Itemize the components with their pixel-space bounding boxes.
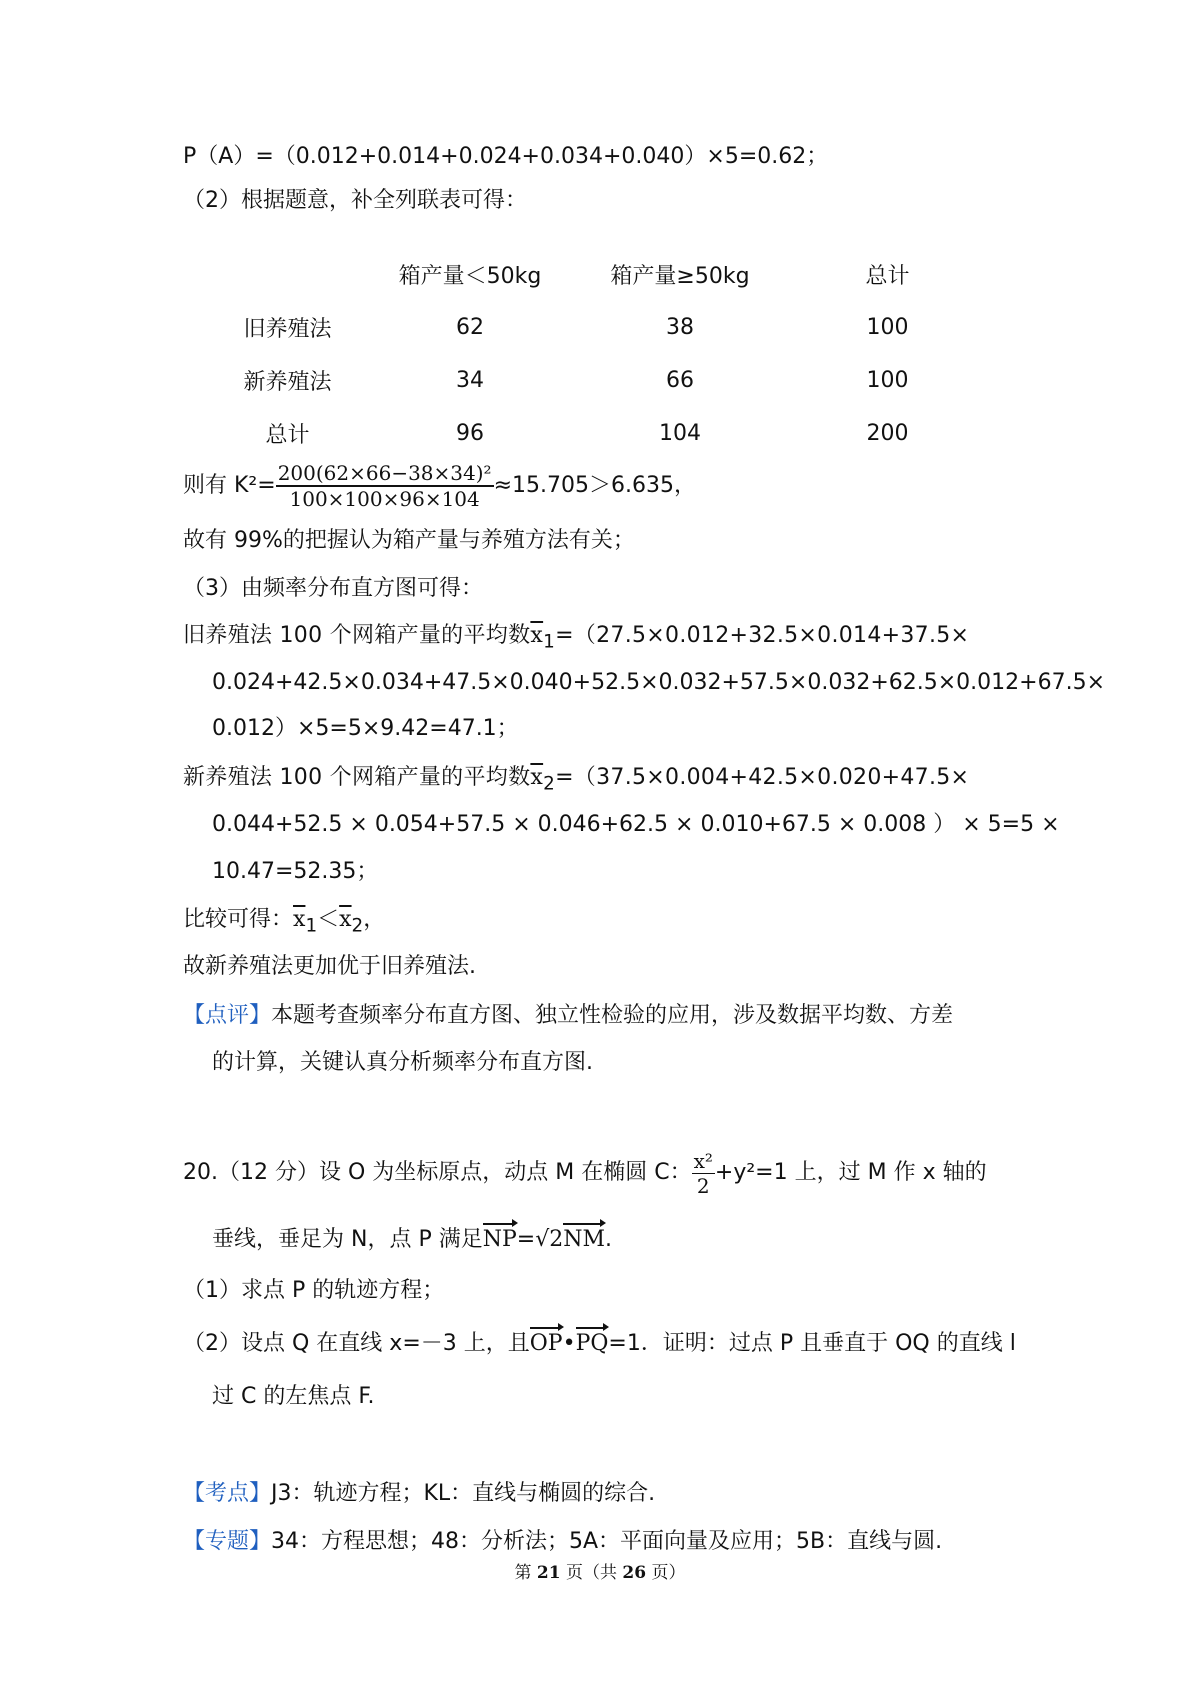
table-cell: 66	[666, 368, 694, 393]
old-method-mean-line3: 0.012）×5=5×9.42=47.1；	[212, 716, 519, 741]
x-bar-1: $\overline{x}$	[293, 907, 306, 932]
zhuanti-text: 34：方程思想；48：分析法；5A：平面向量及应用；5B：直线与圆.	[271, 1529, 943, 1554]
question-20-part2-line2: 过 C 的左焦点 F.	[212, 1384, 375, 1409]
zhuanti-tag: 【专题】	[183, 1529, 272, 1554]
table-header-cell: 箱产量≥50kg	[610, 264, 750, 289]
table-cell: 新养殖法	[243, 370, 332, 395]
equals-sign: =	[516, 1227, 536, 1252]
table-header-cell	[210, 248, 365, 301]
current-page-number: 21	[536, 1563, 561, 1583]
table-row	[210, 301, 990, 354]
subscript-1: 1	[305, 915, 318, 937]
review-line2: 的计算，关键认真分析频率分布直方图.	[212, 1050, 593, 1075]
table-cell: 34	[456, 368, 484, 393]
solution-part2-heading: （2）根据题意，补全列联表可得：	[183, 188, 527, 213]
k-squared-formula	[183, 458, 696, 514]
table-cell: 总计	[265, 423, 310, 448]
ellipse-denominator: 2	[696, 1173, 710, 1198]
k-numerator: 200(62×66−38×34)²	[277, 461, 492, 485]
comparison-line	[183, 904, 385, 942]
independence-conclusion: 故有 99%的把握认为箱产量与养殖方法有关；	[183, 528, 635, 553]
old-method-mean-line2: 0.024+42.5×0.034+47.5×0.040+52.5×0.032+57.5×0.032+62.5×0.012+67.5×	[212, 670, 1105, 695]
table-cell: 104	[659, 421, 701, 446]
question-20-part2-line1	[183, 1328, 1016, 1360]
zhuanti-line	[183, 1526, 942, 1558]
table-cell: 100	[866, 368, 909, 393]
question-20-text-a: 20.（12 分）设 O 为坐标原点，动点 M 在椭圆 C：	[183, 1160, 692, 1185]
old-mean-eq-1: =（27.5×0.012+32.5×0.014+37.5×	[555, 623, 970, 648]
sqrt-two: √2	[535, 1227, 564, 1252]
ellipse-numerator: x²	[693, 1148, 713, 1173]
new-mean-prefix: 新养殖法 100 个网箱产量的平均数	[183, 765, 531, 790]
k-prefix: 则有 K²=	[183, 473, 276, 498]
k-denominator: 100×100×96×104	[289, 487, 480, 511]
dot-product: •	[562, 1331, 576, 1356]
question-20-part1: （1）求点 P 的轨迹方程；	[183, 1278, 445, 1303]
kaodian-line	[183, 1478, 655, 1510]
new-mean-eq-1: =（37.5×0.004+42.5×0.020+47.5×	[555, 765, 970, 790]
x-bar-2: $\overline{x}$	[530, 765, 544, 790]
table-row	[210, 354, 990, 407]
period: .	[605, 1227, 613, 1252]
part2-text-a: （2）设点 Q 在直线 x=－3 上，且	[183, 1331, 530, 1356]
kaodian-text: J3：轨迹方程；KL：直线与椭圆的综合.	[271, 1481, 656, 1506]
comparison-prefix: 比较可得：	[183, 907, 294, 932]
new-method-mean-line3: 10.47=52.35；	[212, 859, 379, 884]
question-20-line2	[212, 1224, 612, 1256]
question-20-text-c: 垂线，垂足为 N，点 P 满足	[212, 1227, 483, 1252]
vector-np: NP	[483, 1224, 517, 1256]
subscript-1: 1	[543, 631, 556, 653]
solution-part3-heading: （3）由频率分布直方图可得：	[183, 576, 483, 601]
less-than-sign: ＜	[317, 907, 340, 932]
table-row	[210, 407, 990, 460]
new-method-mean-line2: 0.044+52.5 × 0.054+57.5 × 0.046+62.5 × 0.010+67.5 × 0.008 ） × 5=5 ×	[212, 812, 1060, 837]
old-method-mean-line1	[183, 620, 969, 658]
table-header-cell: 箱产量＜50kg	[398, 264, 542, 289]
table-cell: 38	[666, 315, 694, 340]
contingency-table	[210, 248, 990, 460]
old-mean-prefix: 旧养殖法 100 个网箱产量的平均数	[183, 623, 531, 648]
subscript-2: 2	[351, 915, 364, 937]
footer-post: 页）	[651, 1563, 686, 1583]
x-bar-2: $\overline{x}$	[339, 907, 352, 932]
part2-text-b: =1．证明：过点 P 且垂直于 OQ 的直线 l	[608, 1331, 1016, 1356]
final-conclusion: 故新养殖法更加优于旧养殖法.	[183, 954, 476, 979]
total-page-number: 26	[622, 1563, 647, 1583]
table-header-cell: 总计	[865, 264, 910, 289]
table-header-row	[210, 248, 990, 301]
table-cell: 96	[456, 421, 484, 446]
kaodian-tag: 【考点】	[183, 1481, 272, 1506]
subscript-2: 2	[543, 773, 556, 795]
question-20-line1	[183, 1145, 987, 1201]
k-fraction	[276, 461, 494, 511]
table-cell: 200	[866, 421, 909, 446]
k-suffix: ≈15.705＞6.635，	[493, 473, 696, 498]
footer-mid: 页（共	[566, 1563, 617, 1583]
comparison-end: ，	[363, 907, 386, 932]
solution-part1-formula: P（A）=（0.012+0.014+0.024+0.034+0.040）×5=0.62；	[183, 144, 829, 169]
vector-op: OP	[530, 1328, 563, 1360]
review-tag: 【点评】	[183, 1003, 272, 1028]
table-cell: 100	[866, 315, 909, 340]
new-method-mean-line1	[183, 762, 969, 800]
footer-pre: 第	[514, 1563, 532, 1583]
review-line1	[183, 1000, 953, 1032]
x-bar-1: $\overline{x}$	[530, 623, 544, 648]
vector-pq: PQ	[576, 1328, 609, 1360]
question-20-text-b: +y²=1 上，过 M 作 x 轴的	[714, 1160, 987, 1185]
review-text-1: 本题考查频率分布直方图、独立性检验的应用，涉及数据平均数、方差	[271, 1003, 954, 1028]
vector-nm: NM	[563, 1224, 605, 1256]
ellipse-fraction	[692, 1149, 715, 1198]
table-cell: 62	[456, 315, 484, 340]
page-footer	[0, 1558, 1200, 1583]
table-cell: 旧养殖法	[243, 317, 332, 342]
